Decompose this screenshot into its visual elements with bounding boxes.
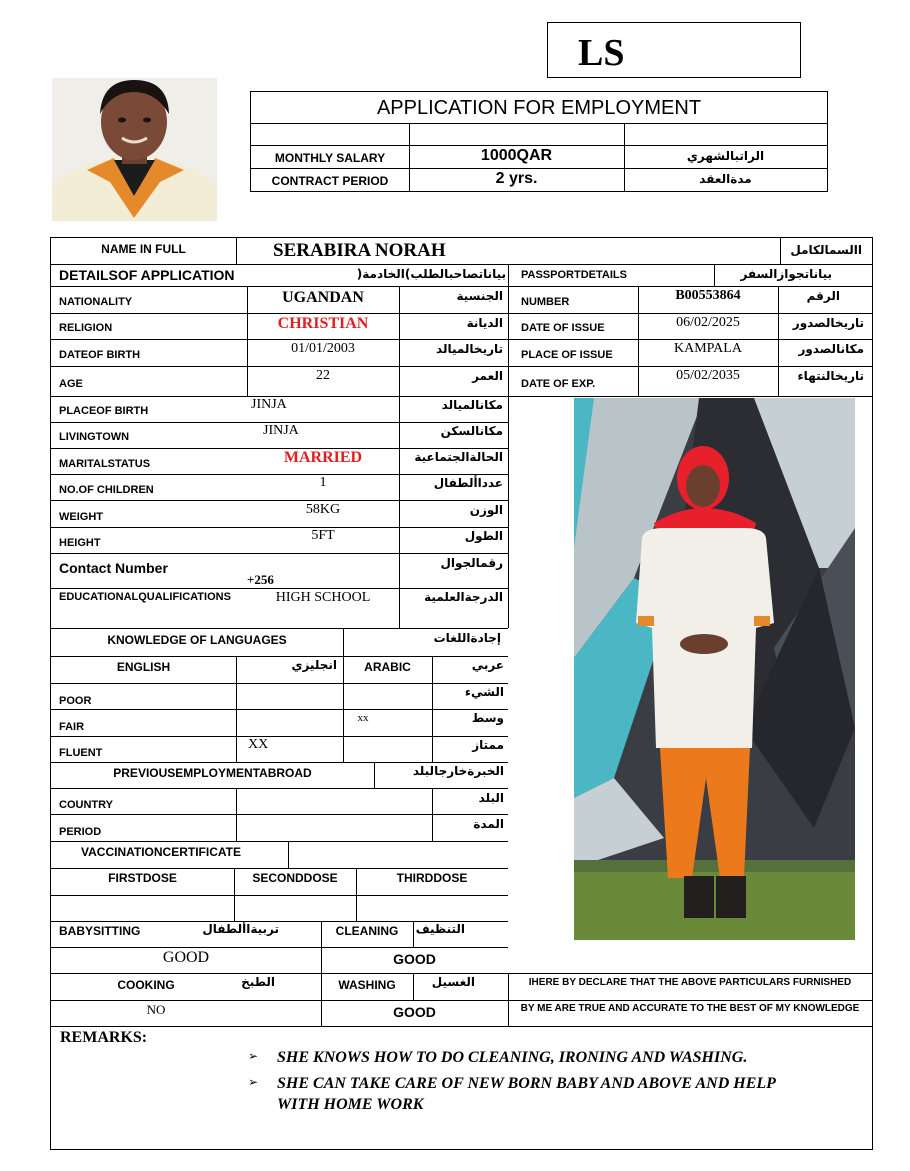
issue-place-value: KAMPALA [674, 341, 742, 356]
country-ar: البلد [478, 791, 504, 805]
header-table [250, 91, 828, 192]
religion-ar: الديانة [466, 316, 503, 330]
education-value: HIGH SCHOOL [275, 590, 371, 605]
babysitting-ar: تربيةاألطفال [202, 922, 279, 936]
expiry-date-value: 05/02/2035 [676, 368, 740, 383]
washing-value: GOOD [393, 1004, 436, 1020]
declaration-line1: IHERE BY DECLARE THAT THE ABOVE PARTICULARS FURNISHED [528, 977, 852, 988]
monthly-salary-value: 1000QAR [480, 147, 553, 164]
full-body-photo [574, 398, 855, 940]
marital-ar: الحالةالجتماعية [414, 450, 503, 464]
children-ar: عدداألطفال [433, 476, 503, 490]
children-label: NO.OF CHILDREN [59, 484, 154, 496]
fair-label: FAIR [59, 721, 85, 733]
passport-number-value: B00553864 [675, 288, 741, 303]
contact-value: +256 [247, 572, 274, 587]
remarks-item-2b: WITH HOME WORK [277, 1096, 424, 1113]
issue-date-value: 06/02/2025 [676, 315, 740, 330]
weight-label: WEIGHT [59, 511, 103, 523]
contact-label: Contact Number [59, 560, 168, 576]
languages-label: KNOWLEDGE OF LANGUAGES [107, 633, 287, 647]
expiry-date-ar: تاريخالنتهاء [797, 369, 864, 383]
expiry-date-label: DATE OF EXP. [521, 378, 596, 390]
remarks-item-2a: SHE CAN TAKE CARE OF NEW BORN BABY AND ABOVE AND HELP [277, 1075, 776, 1092]
nationality-value: UGANDAN [282, 289, 364, 306]
education-label: EDUCATIONALQUALIFICATIONS [59, 591, 231, 603]
issue-place-label: PLACE OF ISSUE [521, 349, 613, 361]
name-label: NAME IN FULL [101, 242, 186, 256]
contract-period-value: 2 yrs. [495, 170, 538, 187]
livingtown-label: LIVINGTOWN [59, 431, 130, 443]
babysitting-label: BABYSITTING [59, 924, 141, 938]
employment-label: PREVIOUSEMPLOYMENTABROAD [113, 766, 312, 780]
cooking-label: COOKING [117, 978, 175, 992]
birthplace-value: JINJA [251, 397, 287, 412]
remarks-bullet-2: ➢ [248, 1075, 259, 1089]
remarks-item-1: SHE KNOWS HOW TO DO CLEANING, IRONING AND WASHING. [277, 1049, 748, 1066]
cooking-value: NO [146, 1002, 166, 1017]
contract-period-ar: مدةالعقد [699, 172, 752, 186]
declaration-line2: BY ME ARE TRUE AND ACCURATE TO THE BEST OF MY KNOWLEDGE [520, 1003, 860, 1014]
babysitting-value: GOOD [162, 949, 210, 966]
contract-period-label: CONTRACT PERIOD [271, 174, 389, 188]
passport-number-label: NUMBER [521, 296, 570, 308]
period-label: PERIOD [59, 826, 102, 838]
passport-number-ar: الرقم [806, 289, 840, 303]
form-title: APPLICATION FOR EMPLOYMENT [376, 97, 702, 119]
details-ar: بياناتصاحبالطلب)الخادمة( [356, 267, 506, 281]
marital-label: MARITALSTATUS [59, 458, 151, 470]
dob-label: DATEOF BIRTH [59, 349, 141, 361]
contact-ar: رقمالجوال [440, 556, 503, 570]
remarks-bullet-1: ➢ [248, 1049, 259, 1063]
fair-ar: وسط [471, 711, 504, 725]
arabic-ar: عربي [471, 658, 504, 672]
monthly-salary-label: MONTHLY SALARY [274, 151, 386, 165]
languages-ar: إجادةاللغات [433, 631, 501, 645]
employment-ar: الخبرةخارجالبلد [412, 764, 504, 778]
religion-label: RELIGION [59, 322, 113, 334]
birthplace-ar: مكانالميالد [441, 398, 503, 412]
dob-ar: تاريخالميالد [436, 342, 503, 356]
passport-label: PASSPORTDETAILS [521, 269, 627, 281]
nationality-label: NATIONALITY [59, 296, 133, 308]
second-dose-label: SECONDDOSE [252, 871, 338, 885]
fluent-english-value: XX [248, 737, 269, 752]
cleaning-value: GOOD [393, 951, 436, 967]
fluent-label: FLUENT [59, 747, 103, 759]
passport-ar: بياناتجوازالسفر [740, 267, 832, 281]
issue-place-ar: مكانالصدور [798, 342, 864, 356]
issue-date-ar: تاريخالصدور [792, 316, 864, 330]
washing-ar: الغسيل [431, 975, 475, 989]
cooking-ar: الطبخ [241, 975, 275, 989]
marital-value: MARRIED [283, 449, 363, 466]
dob-value: 01/01/2003 [291, 341, 355, 356]
height-label: HEIGHT [59, 537, 101, 549]
code-text: LS [578, 32, 625, 74]
third-dose-label: THIRDDOSE [396, 871, 468, 885]
livingtown-value: JINJA [263, 423, 299, 438]
english-label: ENGLISH [116, 660, 171, 674]
poor-label: POOR [59, 695, 92, 707]
livingtown-ar: مكانالسكن [440, 424, 503, 438]
nationality-ar: الجنسية [456, 289, 503, 303]
name-ar: االسمالكامل [790, 243, 862, 257]
education-ar: الدرجةالعلمية [424, 590, 503, 604]
remarks-label: REMARKS: [60, 1029, 148, 1046]
monthly-salary-ar: الراتبالشهري [686, 149, 765, 163]
name-value: SERABIRA NORAH [273, 240, 446, 261]
weight-ar: الوزن [469, 503, 503, 517]
cleaning-label: CLEANING [335, 924, 399, 938]
code-box [547, 22, 801, 78]
vaccination-label: VACCINATIONCERTIFICATE [81, 845, 241, 859]
portrait-photo [52, 78, 217, 221]
issue-date-label: DATE OF ISSUE [521, 322, 605, 334]
religion-value: CHRISTIAN [277, 315, 369, 332]
height-ar: الطول [464, 529, 503, 543]
fair-arabic-value: xx [357, 712, 369, 724]
english-ar: انجليزي [291, 658, 337, 672]
country-label: COUNTRY [59, 799, 113, 811]
height-value: 5FT [311, 528, 335, 543]
poor-ar: الشيء [464, 685, 504, 699]
period-ar: المدة [473, 817, 504, 831]
fluent-ar: ممتاز [472, 738, 504, 752]
age-label: AGE [59, 378, 83, 390]
arabic-label: ARABIC [364, 660, 411, 674]
cleaning-ar: التنظيف [415, 922, 465, 936]
weight-value: 58KG [305, 502, 341, 517]
birthplace-label: PLACEOF BIRTH [59, 405, 149, 417]
age-ar: العمر [472, 369, 503, 383]
children-value: 1 [319, 475, 327, 490]
details-label: DETAILSOF APPLICATION [59, 267, 235, 283]
washing-label: WASHING [338, 978, 396, 992]
first-dose-label: FIRSTDOSE [108, 871, 177, 885]
age-value: 22 [316, 368, 330, 383]
